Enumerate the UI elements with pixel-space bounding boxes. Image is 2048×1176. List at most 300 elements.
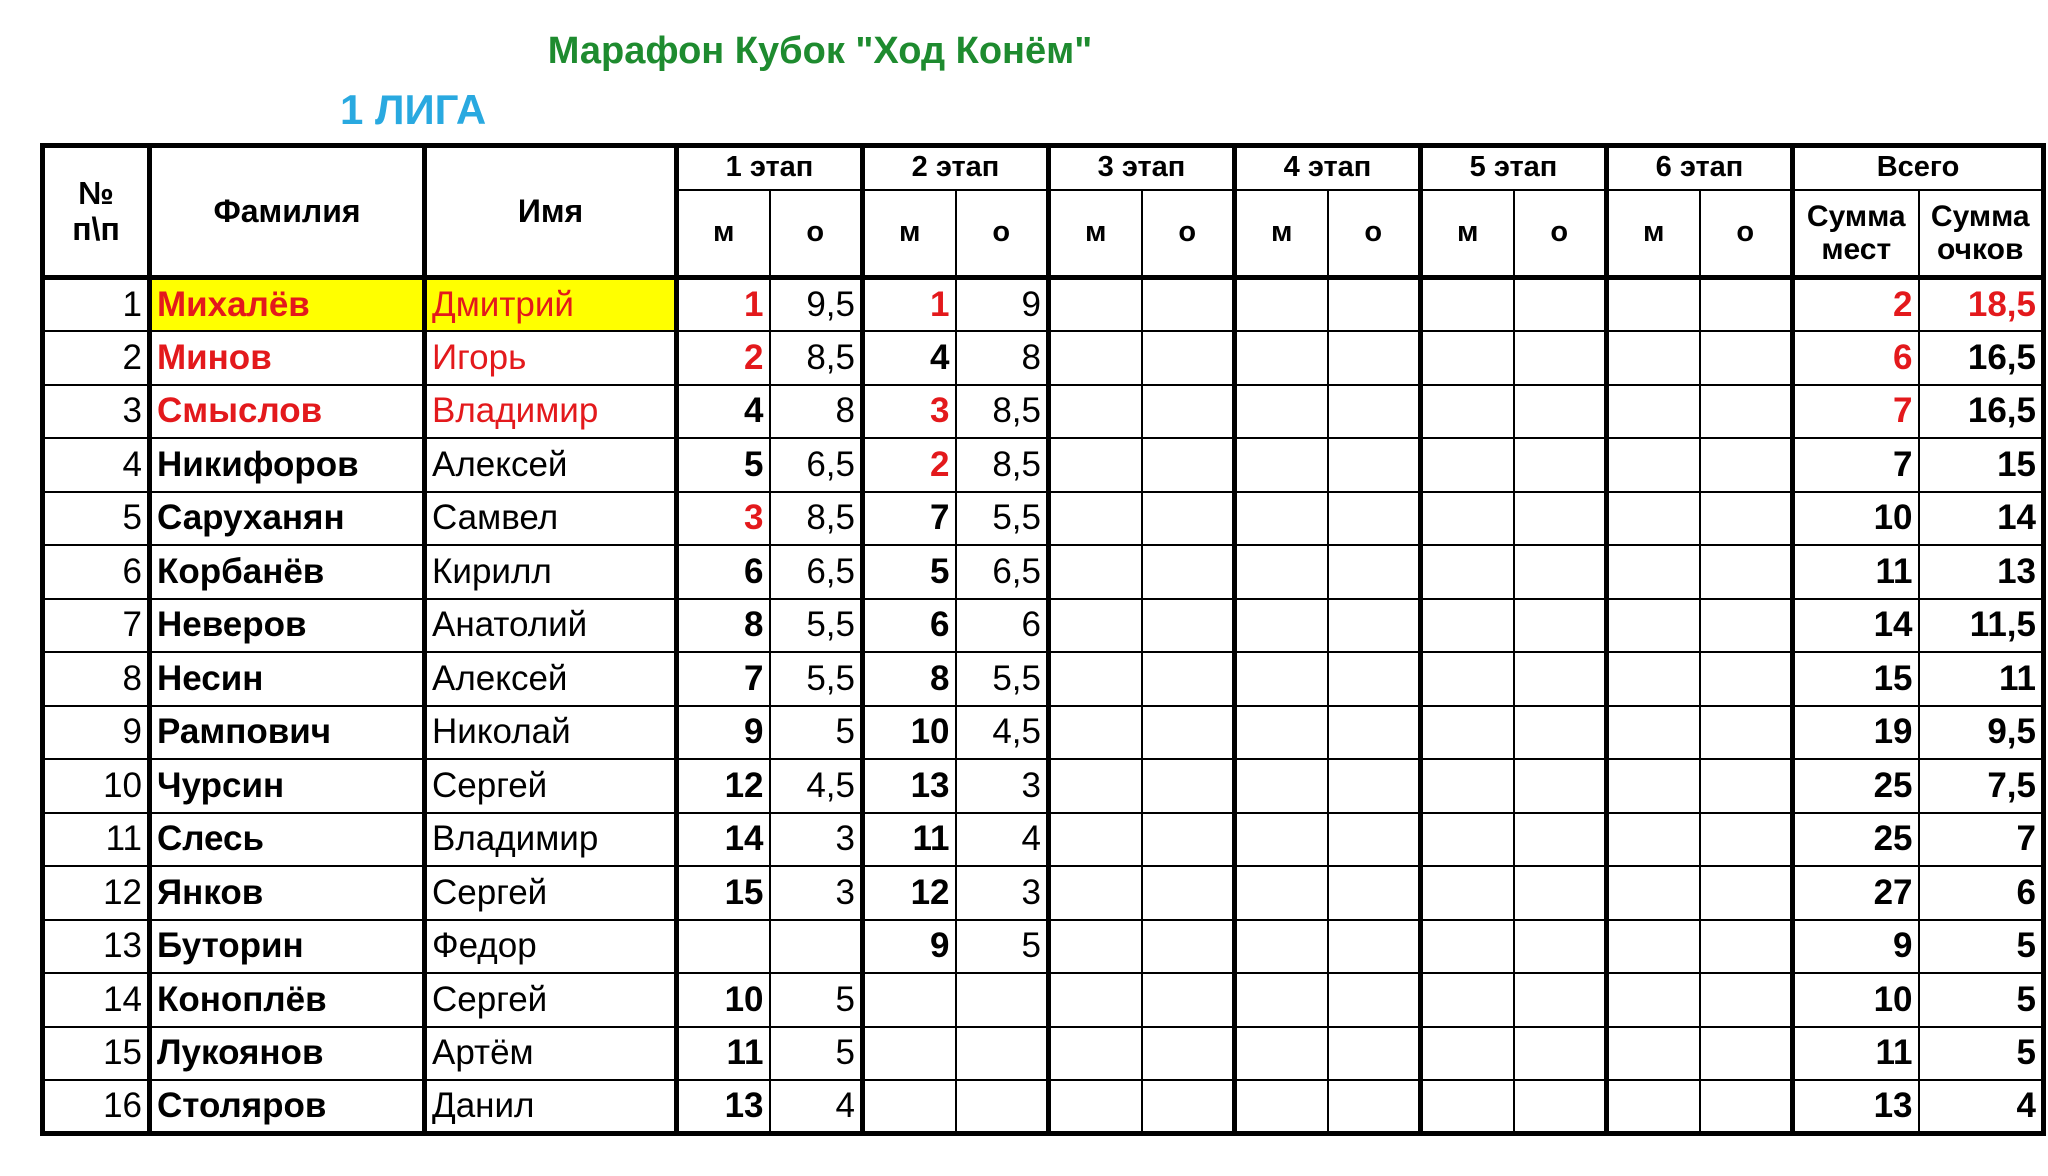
cell-stage6-place	[1607, 759, 1700, 813]
cell-stage4-points	[1328, 706, 1421, 760]
cell-stage2-points: 5	[956, 920, 1049, 974]
cell-stage5-points	[1514, 920, 1607, 974]
header-stage-5: 5 этап	[1421, 146, 1607, 190]
cell-stage2-place: 7	[863, 492, 956, 546]
cell-stage1-points: 6,5	[770, 545, 863, 599]
cell-sum-points: 16,5	[1919, 385, 2044, 439]
cell-stage5-place	[1421, 813, 1514, 867]
cell-stage1-place: 11	[677, 1027, 770, 1081]
cell-stage3-points	[1142, 920, 1235, 974]
cell-stage6-points	[1700, 759, 1793, 813]
table-row	[43, 385, 2044, 439]
cell-name: Владимир	[425, 813, 677, 867]
cell-stage5-place	[1421, 1027, 1514, 1081]
cell-num: 8	[43, 652, 150, 706]
cell-stage3-place	[1049, 866, 1142, 920]
cell-stage4-points	[1328, 385, 1421, 439]
cell-num: 1	[43, 278, 150, 332]
table-row	[43, 545, 2044, 599]
cell-name: Сергей	[425, 759, 677, 813]
cell-stage2-points: 6	[956, 599, 1049, 653]
cell-surname: Буторин	[150, 920, 425, 974]
cell-stage4-place	[1235, 278, 1328, 332]
cell-name: Владимир	[425, 385, 677, 439]
cell-stage2-place: 10	[863, 706, 956, 760]
cell-stage4-place	[1235, 1027, 1328, 1081]
cell-stage1-points: 9,5	[770, 278, 863, 332]
cell-num: 9	[43, 706, 150, 760]
cell-name: Дмитрий	[425, 278, 677, 332]
cell-stage3-place	[1049, 652, 1142, 706]
cell-stage2-place: 9	[863, 920, 956, 974]
cell-sum-places: 2	[1793, 278, 1919, 332]
cell-surname: Никифоров	[150, 438, 425, 492]
cell-stage2-points: 8,5	[956, 438, 1049, 492]
cell-stage6-place	[1607, 492, 1700, 546]
cell-num: 14	[43, 973, 150, 1027]
cell-sum-places: 25	[1793, 759, 1919, 813]
cell-sum-places: 13	[1793, 1080, 1919, 1134]
header-o: о	[770, 190, 863, 278]
cell-stage6-place	[1607, 706, 1700, 760]
cell-stage1-place: 5	[677, 438, 770, 492]
cell-stage1-points: 3	[770, 866, 863, 920]
cell-stage4-points	[1328, 866, 1421, 920]
cell-stage5-place	[1421, 385, 1514, 439]
cell-surname: Янков	[150, 866, 425, 920]
cell-surname: Михалёв	[150, 278, 425, 332]
cell-stage6-place	[1607, 1027, 1700, 1081]
cell-stage1-place: 10	[677, 973, 770, 1027]
cell-stage1-points: 8,5	[770, 331, 863, 385]
header-m: м	[1607, 190, 1700, 278]
cell-num: 7	[43, 599, 150, 653]
header-stage-1: 1 этап	[677, 146, 863, 190]
cell-name: Данил	[425, 1080, 677, 1134]
cell-stage6-place	[1607, 652, 1700, 706]
cell-stage5-place	[1421, 331, 1514, 385]
cell-stage3-place	[1049, 1080, 1142, 1134]
cell-stage1-points: 8	[770, 385, 863, 439]
cell-stage4-place	[1235, 331, 1328, 385]
cell-stage6-place	[1607, 813, 1700, 867]
cell-stage4-points	[1328, 652, 1421, 706]
cell-stage1-points: 5,5	[770, 652, 863, 706]
cell-stage4-place	[1235, 545, 1328, 599]
cell-stage5-points	[1514, 278, 1607, 332]
cell-stage1-place: 12	[677, 759, 770, 813]
cell-stage5-place	[1421, 973, 1514, 1027]
cell-stage5-place	[1421, 866, 1514, 920]
header-total: Всего	[1793, 146, 2044, 190]
cell-stage2-points: 4,5	[956, 706, 1049, 760]
cell-stage3-place	[1049, 706, 1142, 760]
header-o: о	[1700, 190, 1793, 278]
table-header	[43, 146, 2044, 278]
cell-stage3-points	[1142, 545, 1235, 599]
cell-stage5-place	[1421, 599, 1514, 653]
cell-surname: Чурсин	[150, 759, 425, 813]
cell-stage2-place: 12	[863, 866, 956, 920]
cell-sum-places: 19	[1793, 706, 1919, 760]
cell-sum-points: 7	[1919, 813, 2044, 867]
cell-stage5-place	[1421, 759, 1514, 813]
table-body	[43, 278, 2044, 1134]
cell-stage3-place	[1049, 492, 1142, 546]
cell-stage4-place	[1235, 652, 1328, 706]
cell-stage3-points	[1142, 652, 1235, 706]
cell-sum-points: 13	[1919, 545, 2044, 599]
cell-stage1-place: 8	[677, 599, 770, 653]
cell-stage3-points	[1142, 813, 1235, 867]
cell-name: Алексей	[425, 438, 677, 492]
cell-name: Кирилл	[425, 545, 677, 599]
cell-stage4-points	[1328, 278, 1421, 332]
cell-stage2-points: 8,5	[956, 385, 1049, 439]
cell-stage4-points	[1328, 973, 1421, 1027]
header-o: о	[1328, 190, 1421, 278]
cell-stage2-place: 6	[863, 599, 956, 653]
cell-stage3-place	[1049, 920, 1142, 974]
page-title: Марафон Кубок "Ход Конём"	[547, 30, 1093, 72]
cell-sum-places: 9	[1793, 920, 1919, 974]
table-row	[43, 599, 2044, 653]
cell-stage3-place	[1049, 278, 1142, 332]
cell-stage3-points	[1142, 331, 1235, 385]
cell-stage5-place	[1421, 438, 1514, 492]
cell-stage2-place: 8	[863, 652, 956, 706]
header-o: о	[956, 190, 1049, 278]
cell-surname: Минов	[150, 331, 425, 385]
cell-stage3-points	[1142, 278, 1235, 332]
cell-num: 6	[43, 545, 150, 599]
cell-stage6-points	[1700, 599, 1793, 653]
cell-stage3-place	[1049, 1027, 1142, 1081]
cell-stage3-points	[1142, 1080, 1235, 1134]
cell-stage2-place	[863, 1027, 956, 1081]
cell-stage6-place	[1607, 920, 1700, 974]
cell-num: 13	[43, 920, 150, 974]
cell-stage2-points: 9	[956, 278, 1049, 332]
cell-num: 4	[43, 438, 150, 492]
header-m: м	[1421, 190, 1514, 278]
cell-stage5-place	[1421, 652, 1514, 706]
cell-stage4-place	[1235, 973, 1328, 1027]
cell-stage2-place: 3	[863, 385, 956, 439]
table-row	[43, 492, 2044, 546]
cell-stage3-place	[1049, 973, 1142, 1027]
cell-stage3-place	[1049, 813, 1142, 867]
cell-stage3-place	[1049, 385, 1142, 439]
header-o: о	[1514, 190, 1607, 278]
cell-sum-places: 14	[1793, 599, 1919, 653]
cell-sum-places: 6	[1793, 331, 1919, 385]
header-m: м	[677, 190, 770, 278]
cell-stage2-points: 5,5	[956, 652, 1049, 706]
cell-sum-points: 5	[1919, 1027, 2044, 1081]
cell-surname: Неверов	[150, 599, 425, 653]
cell-surname: Рампович	[150, 706, 425, 760]
cell-stage1-place: 14	[677, 813, 770, 867]
cell-sum-points: 15	[1919, 438, 2044, 492]
cell-stage5-points	[1514, 866, 1607, 920]
cell-stage3-points	[1142, 385, 1235, 439]
cell-stage1-points: 3	[770, 813, 863, 867]
cell-surname: Лукоянов	[150, 1027, 425, 1081]
cell-sum-points: 5	[1919, 973, 2044, 1027]
cell-sum-points: 6	[1919, 866, 2044, 920]
cell-stage3-points	[1142, 706, 1235, 760]
cell-stage5-place	[1421, 278, 1514, 332]
cell-sum-places: 27	[1793, 866, 1919, 920]
cell-stage4-points	[1328, 920, 1421, 974]
table-row	[43, 973, 2044, 1027]
cell-sum-points: 11,5	[1919, 599, 2044, 653]
header-sum-points: Сумма очков	[1919, 190, 2044, 278]
cell-stage4-place	[1235, 920, 1328, 974]
cell-stage2-points: 8	[956, 331, 1049, 385]
header-m: м	[863, 190, 956, 278]
cell-stage2-points: 6,5	[956, 545, 1049, 599]
cell-num: 16	[43, 1080, 150, 1134]
cell-num: 2	[43, 331, 150, 385]
league-label: 1 ЛИГА	[340, 86, 487, 133]
cell-stage6-points	[1700, 331, 1793, 385]
cell-surname: Коноплёв	[150, 973, 425, 1027]
cell-stage2-points: 3	[956, 866, 1049, 920]
header-surname: Фамилия	[150, 146, 425, 278]
cell-stage2-place: 1	[863, 278, 956, 332]
cell-stage5-points	[1514, 1080, 1607, 1134]
cell-stage6-points	[1700, 545, 1793, 599]
cell-stage6-place	[1607, 331, 1700, 385]
cell-stage5-points	[1514, 652, 1607, 706]
table-row	[43, 1080, 2044, 1134]
standings-table	[40, 143, 2046, 1136]
cell-name: Федор	[425, 920, 677, 974]
cell-stage1-points: 5	[770, 973, 863, 1027]
cell-stage4-points	[1328, 1080, 1421, 1134]
cell-sum-places: 7	[1793, 385, 1919, 439]
cell-num: 12	[43, 866, 150, 920]
cell-stage2-place	[863, 973, 956, 1027]
cell-stage6-place	[1607, 545, 1700, 599]
cell-stage2-points	[956, 1027, 1049, 1081]
cell-stage1-place: 2	[677, 331, 770, 385]
cell-stage1-place: 15	[677, 866, 770, 920]
cell-sum-places: 11	[1793, 545, 1919, 599]
cell-stage3-place	[1049, 599, 1142, 653]
table-row	[43, 1027, 2044, 1081]
table-row	[43, 920, 2044, 974]
cell-stage1-place	[677, 920, 770, 974]
cell-stage4-points	[1328, 813, 1421, 867]
cell-name: Николай	[425, 706, 677, 760]
cell-stage6-points	[1700, 385, 1793, 439]
cell-stage1-place: 4	[677, 385, 770, 439]
cell-stage5-place	[1421, 706, 1514, 760]
header-o: о	[1142, 190, 1235, 278]
cell-stage2-points: 3	[956, 759, 1049, 813]
cell-stage2-place: 11	[863, 813, 956, 867]
cell-stage3-points	[1142, 866, 1235, 920]
cell-stage5-place	[1421, 545, 1514, 599]
header-m: м	[1049, 190, 1142, 278]
cell-stage6-points	[1700, 706, 1793, 760]
cell-stage6-points	[1700, 278, 1793, 332]
cell-sum-points: 7,5	[1919, 759, 2044, 813]
cell-num: 5	[43, 492, 150, 546]
cell-name: Алексей	[425, 652, 677, 706]
cell-stage1-place: 7	[677, 652, 770, 706]
cell-sum-places: 15	[1793, 652, 1919, 706]
cell-name: Анатолий	[425, 599, 677, 653]
cell-surname: Слесь	[150, 813, 425, 867]
cell-stage1-points: 4	[770, 1080, 863, 1134]
cell-stage1-points: 5	[770, 706, 863, 760]
cell-stage4-place	[1235, 438, 1328, 492]
header-stage-2: 2 этап	[863, 146, 1049, 190]
cell-stage4-points	[1328, 1027, 1421, 1081]
cell-stage6-points	[1700, 920, 1793, 974]
cell-stage1-place: 9	[677, 706, 770, 760]
cell-stage1-points: 5,5	[770, 599, 863, 653]
cell-stage5-place	[1421, 1080, 1514, 1134]
cell-surname: Смыслов	[150, 385, 425, 439]
cell-stage6-points	[1700, 1080, 1793, 1134]
cell-stage5-points	[1514, 438, 1607, 492]
cell-name: Артём	[425, 1027, 677, 1081]
cell-stage3-place	[1049, 545, 1142, 599]
cell-stage5-points	[1514, 492, 1607, 546]
cell-name: Игорь	[425, 331, 677, 385]
cell-sum-points: 14	[1919, 492, 2044, 546]
cell-stage2-place: 2	[863, 438, 956, 492]
cell-stage6-points	[1700, 492, 1793, 546]
cell-stage5-points	[1514, 706, 1607, 760]
cell-stage4-place	[1235, 759, 1328, 813]
cell-stage3-place	[1049, 438, 1142, 492]
cell-stage4-points	[1328, 438, 1421, 492]
cell-stage6-place	[1607, 278, 1700, 332]
cell-stage4-place	[1235, 1080, 1328, 1134]
table-row	[43, 813, 2044, 867]
cell-sum-places: 25	[1793, 813, 1919, 867]
cell-stage4-points	[1328, 599, 1421, 653]
cell-stage4-place	[1235, 706, 1328, 760]
header-m: м	[1235, 190, 1328, 278]
table-row	[43, 331, 2044, 385]
cell-stage3-points	[1142, 759, 1235, 813]
cell-stage4-place	[1235, 492, 1328, 546]
cell-stage6-points	[1700, 813, 1793, 867]
header-stage-6: 6 этап	[1607, 146, 1793, 190]
cell-surname: Корбанёв	[150, 545, 425, 599]
cell-stage3-place	[1049, 331, 1142, 385]
header-sum-places: Сумма мест	[1793, 190, 1919, 278]
cell-stage1-points	[770, 920, 863, 974]
cell-num: 15	[43, 1027, 150, 1081]
cell-stage4-place	[1235, 385, 1328, 439]
cell-sum-points: 9,5	[1919, 706, 2044, 760]
table-row	[43, 759, 2044, 813]
cell-stage6-points	[1700, 1027, 1793, 1081]
cell-num: 10	[43, 759, 150, 813]
cell-surname: Саруханян	[150, 492, 425, 546]
cell-stage1-place: 6	[677, 545, 770, 599]
cell-stage5-points	[1514, 331, 1607, 385]
cell-sum-places: 11	[1793, 1027, 1919, 1081]
cell-stage5-points	[1514, 385, 1607, 439]
cell-stage4-place	[1235, 813, 1328, 867]
cell-stage3-points	[1142, 973, 1235, 1027]
cell-stage4-place	[1235, 866, 1328, 920]
table-row	[43, 438, 2044, 492]
cell-stage6-place	[1607, 599, 1700, 653]
cell-stage1-points: 5	[770, 1027, 863, 1081]
cell-stage4-points	[1328, 492, 1421, 546]
cell-stage2-place: 4	[863, 331, 956, 385]
cell-stage1-place: 1	[677, 278, 770, 332]
cell-stage6-points	[1700, 973, 1793, 1027]
table-row	[43, 706, 2044, 760]
cell-sum-points: 5	[1919, 920, 2044, 974]
cell-stage3-points	[1142, 438, 1235, 492]
cell-stage5-points	[1514, 599, 1607, 653]
cell-stage5-place	[1421, 492, 1514, 546]
cell-stage3-points	[1142, 1027, 1235, 1081]
cell-stage2-points: 5,5	[956, 492, 1049, 546]
cell-name: Самвел	[425, 492, 677, 546]
cell-stage2-points	[956, 1080, 1049, 1134]
cell-stage6-points	[1700, 652, 1793, 706]
cell-num: 3	[43, 385, 150, 439]
header-stage-4: 4 этап	[1235, 146, 1421, 190]
cell-stage4-points	[1328, 545, 1421, 599]
cell-surname: Несин	[150, 652, 425, 706]
table-row	[43, 278, 2044, 332]
cell-sum-places: 10	[1793, 973, 1919, 1027]
cell-stage2-points: 4	[956, 813, 1049, 867]
cell-stage1-place: 3	[677, 492, 770, 546]
cell-stage2-place: 5	[863, 545, 956, 599]
cell-stage5-points	[1514, 1027, 1607, 1081]
header-stage-3: 3 этап	[1049, 146, 1235, 190]
cell-stage5-points	[1514, 759, 1607, 813]
cell-stage3-points	[1142, 492, 1235, 546]
cell-name: Сергей	[425, 866, 677, 920]
header-num: № п\п	[43, 146, 150, 278]
cell-stage4-points	[1328, 331, 1421, 385]
cell-stage6-place	[1607, 866, 1700, 920]
cell-stage3-points	[1142, 599, 1235, 653]
cell-stage6-place	[1607, 973, 1700, 1027]
cell-stage6-place	[1607, 438, 1700, 492]
cell-stage6-points	[1700, 866, 1793, 920]
cell-sum-places: 7	[1793, 438, 1919, 492]
cell-stage5-points	[1514, 545, 1607, 599]
cell-num: 11	[43, 813, 150, 867]
cell-stage6-place	[1607, 1080, 1700, 1134]
cell-sum-points: 4	[1919, 1080, 2044, 1134]
cell-stage2-place	[863, 1080, 956, 1134]
cell-sum-points: 18,5	[1919, 278, 2044, 332]
header-name: Имя	[425, 146, 677, 278]
cell-stage5-place	[1421, 920, 1514, 974]
table-row	[43, 866, 2044, 920]
cell-stage1-points: 6,5	[770, 438, 863, 492]
cell-stage4-place	[1235, 599, 1328, 653]
